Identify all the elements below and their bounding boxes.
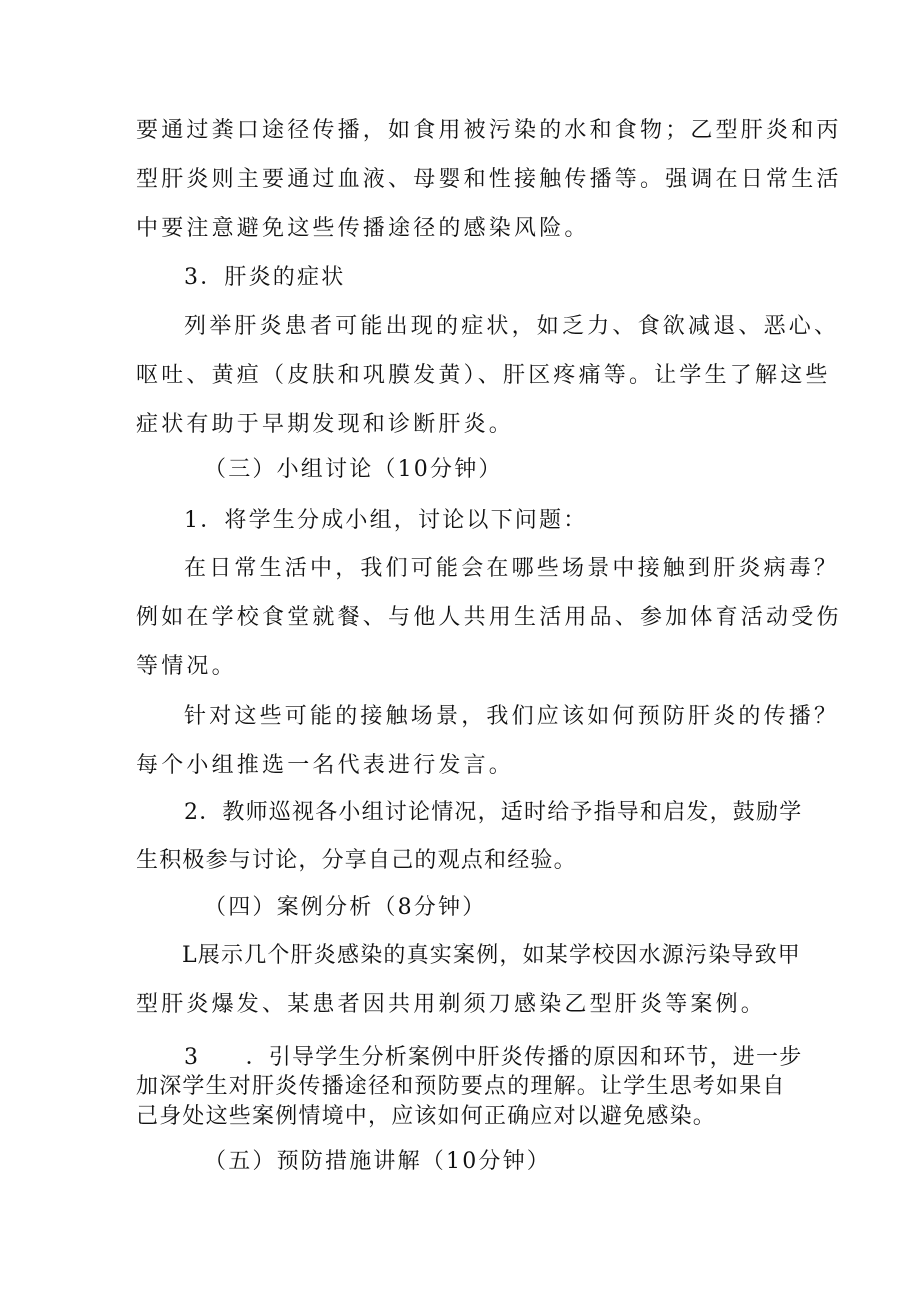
body-line-15: 2．教师巡视各小组讨论情况，适时给予指导和启发，鼓励学 [184, 800, 803, 825]
body-line-11: 例如在学校食堂就餐、与他人共用生活用品、参加体育活动受伤 [136, 605, 842, 630]
body-line-20: 3 ．引导学生分析案例中肝炎传播的原因和环节，进一步 [184, 1045, 803, 1070]
body-line-7: 症状有助于早期发现和诊断肝炎。 [136, 412, 515, 437]
section-heading-case-analysis: （四）案例分析（8分钟） [204, 895, 487, 920]
section-heading-prevention: （五）预防措施讲解（10分钟） [204, 1149, 551, 1174]
body-line-9: 1．将学生分成小组，讨论以下问题： [184, 508, 588, 533]
body-line-3: 中要注意避免这些传播途径的感染风险。 [136, 216, 590, 241]
body-line-2: 型肝炎则主要通过血液、母婴和性接触传播等。强调在日常生活 [136, 167, 842, 192]
body-line-5: 列举肝炎患者可能出现的症状，如乏力、食欲减退、恶心、 [184, 314, 840, 339]
body-line-22: 己身处这些案例情境中，应该如何正确应对以避免感染。 [136, 1104, 717, 1129]
body-line-14: 每个小组推选一名代表进行发言。 [136, 753, 515, 778]
body-line-21: 加深学生对肝炎传播途径和预防要点的理解。让学生思考如果自 [136, 1074, 786, 1099]
body-line-1: 要通过粪口途径传播，如食用被污染的水和食物；乙型肝炎和丙 [136, 118, 842, 143]
body-line-16: 生积极参与讨论，分享自己的观点和经验。 [136, 848, 577, 873]
body-line-12: 等情况。 [136, 654, 237, 679]
body-line-19: 型肝炎爆发、某患者因共用剃须刀感染乙型肝炎等案例。 [136, 992, 767, 1017]
body-line-6: 呕吐、黄疸（皮肤和巩膜发黄）、肝区疼痛等。让学生了解这些 [136, 363, 831, 388]
section-heading-symptoms: 3．肝炎的症状 [184, 265, 346, 290]
section-heading-group-discussion: （三）小组讨论（10分钟） [204, 457, 503, 482]
body-line-18: L展示几个肝炎感染的真实案例，如某学校因水源污染导致甲 [182, 943, 802, 968]
body-line-13: 针对这些可能的接触场景，我们应该如何预防肝炎的传播？ [184, 704, 840, 729]
body-line-10: 在日常生活中，我们可能会在哪些场景中接触到肝炎病毒？ [184, 556, 840, 581]
